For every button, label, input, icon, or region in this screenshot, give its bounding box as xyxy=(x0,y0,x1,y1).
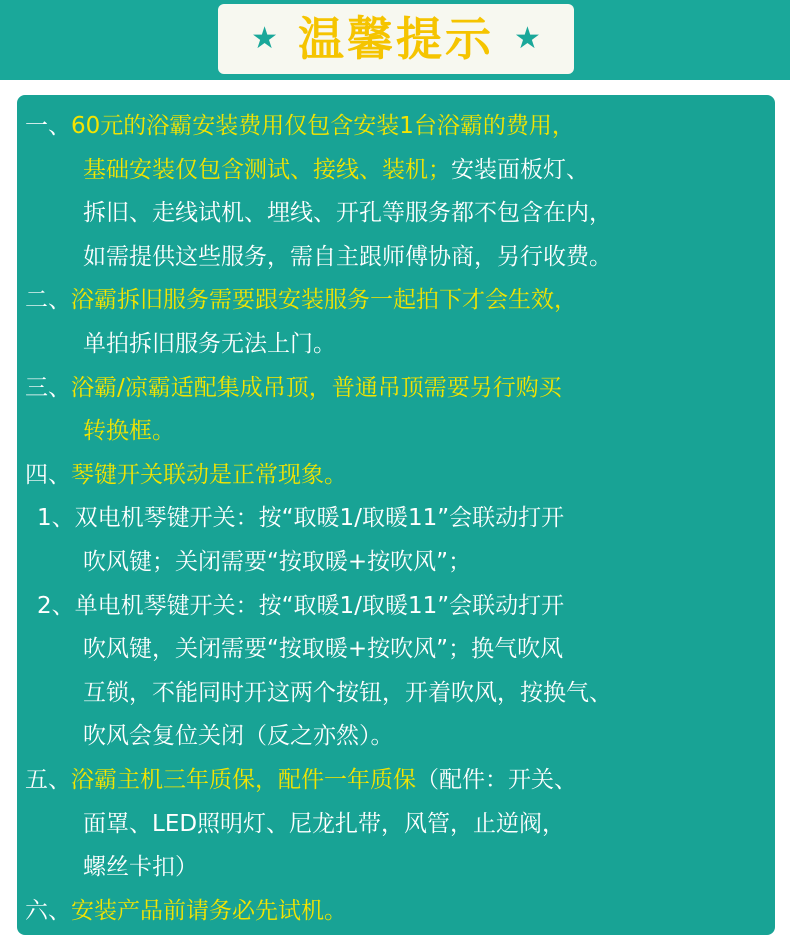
note-4-sub-2-line-1 xyxy=(25,585,775,629)
note-3-text-1: 浴霸/凉霸适配集成吊顶，普通吊顶需要另行购买 xyxy=(71,374,562,401)
note-2-line-1 xyxy=(25,279,775,323)
note-1-label: 一、 xyxy=(25,113,71,139)
note-1-line-3 xyxy=(25,192,775,236)
note-1-text-2a: 基础安装仅包含测试、接线、装机； xyxy=(83,156,451,183)
note-4-line-1 xyxy=(25,454,775,498)
note-4-sub-1-line-2 xyxy=(25,541,775,585)
note-3-line-1 xyxy=(25,367,775,411)
note-4-sub-2-label: 2、 xyxy=(37,592,75,619)
star-right-icon: ★ xyxy=(514,21,541,56)
notice-list xyxy=(25,105,775,933)
header-bar xyxy=(0,0,790,80)
note-3-label: 三、 xyxy=(25,374,71,401)
star-left-icon: ★ xyxy=(251,21,278,56)
note-4-sub-2-text-4: 吹风会复位关闭（反之亦然）。 xyxy=(83,723,394,750)
note-4-sub-2-text-3: 互锁，不能同时开这两个按钮，开着吹风，按换气、 xyxy=(83,679,612,706)
note-2-text-1: 浴霸拆旧服务需要跟安装服务一起拍下才会生效， xyxy=(71,287,577,314)
note-6-label: 六、 xyxy=(25,897,71,924)
note-4-sub-1-text-2: 吹风键；关闭需要“按取暖+按吹风”； xyxy=(83,548,472,575)
notice-panel xyxy=(17,95,775,935)
note-4-sub-2-line-3 xyxy=(25,672,775,716)
note-1-text-3: 拆旧、走线试机、埋线、开孔等服务都不包含在内， xyxy=(83,200,612,227)
page-title: 温馨提示 xyxy=(298,12,494,66)
note-4-sub-1-line-1 xyxy=(25,497,775,541)
note-4-label: 四、 xyxy=(25,461,71,488)
note-5-text-3: 螺丝卡扣） xyxy=(83,854,198,881)
note-4-sub-2-line-2 xyxy=(25,628,775,672)
note-4-text-1: 琴键开关联动是正常现象。 xyxy=(71,461,347,488)
note-5-text-2: 面罩、LED照明灯、尼龙扎带，风管，止逆阀， xyxy=(83,810,566,837)
note-1-line-4 xyxy=(25,236,775,280)
note-5-text-1b: （配件：开关、 xyxy=(416,766,577,793)
note-1-text-2b: 安装面板灯、 xyxy=(451,156,589,183)
note-1-line-1 xyxy=(25,105,775,149)
note-2-text-2: 单拍拆旧服务无法上门。 xyxy=(83,330,336,357)
note-3-text-2: 转换框。 xyxy=(83,418,175,445)
title-banner xyxy=(218,4,574,74)
note-6-line-1 xyxy=(25,890,775,934)
note-2-line-2 xyxy=(25,323,775,367)
note-5-line-1 xyxy=(25,759,775,803)
note-1-text-4: 如需提供这些服务，需自主跟师傅协商，另行收费。 xyxy=(83,243,612,270)
note-1-line-2 xyxy=(25,149,775,193)
note-4-sub-1-text-1: 双电机琴键开关：按“取暖1/取暖11”会联动打开 xyxy=(74,505,565,532)
note-3-line-2 xyxy=(25,410,775,454)
note-4-sub-2-line-4 xyxy=(25,715,775,759)
note-4-sub-2-text-1: 单电机琴键开关：按“取暖1/取暖11”会联动打开 xyxy=(74,592,565,619)
note-1-text-1: 60元的浴霸安装费用仅包含安装1台浴霸的费用， xyxy=(71,113,575,139)
note-6-text-1: 安装产品前请务必先试机。 xyxy=(71,897,347,924)
note-5-text-1a: 浴霸主机三年质保，配件一年质保 xyxy=(71,766,416,793)
note-2-label: 二、 xyxy=(25,287,71,314)
note-5-line-2 xyxy=(25,803,775,847)
note-5-label: 五、 xyxy=(25,766,71,793)
note-4-sub-2-text-2: 吹风键，关闭需要“按取暖+按吹风”；换气吹风 xyxy=(83,636,564,663)
note-5-line-3 xyxy=(25,846,775,890)
note-4-sub-1-label: 1、 xyxy=(37,505,75,532)
